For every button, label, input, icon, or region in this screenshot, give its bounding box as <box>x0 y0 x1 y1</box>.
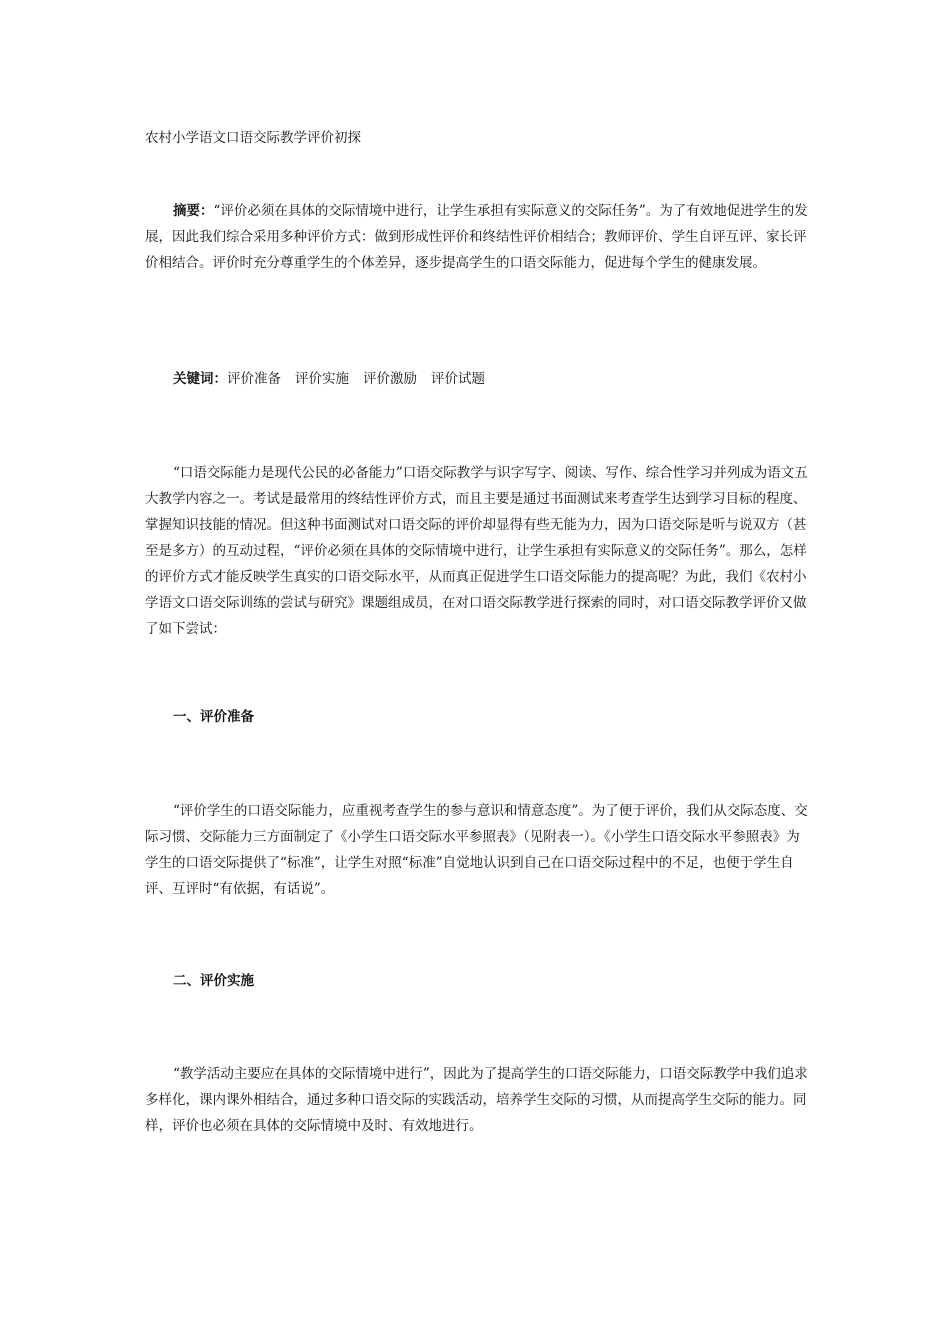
section-1-paragraph: “评价学生的口语交际能力，应重视考查学生的参与意识和情意态度”。为了便于评价，我们从交际态度、交际习惯、交际能力三方面制定了《小学生口语交际水平参照表》（见附表一）。《小学生口语交际水平参照表》为学生的口语交际提供了“标准”，让学生对照“标准”自觉地认识到自己在口语交际过程中的不足，也便于学生自评、互评时“有依据，有话说”。 <box>145 803 808 897</box>
keywords-label: 关键词： <box>173 371 227 387</box>
keyword-item: 评价实施 <box>295 371 349 387</box>
section-heading-2: 二、评价实施 <box>173 973 254 989</box>
keywords-line <box>145 366 810 392</box>
abstract-paragraph <box>145 198 810 276</box>
section-heading-1: 一、评价准备 <box>173 709 254 725</box>
keyword-item: 评价准备 <box>227 371 281 387</box>
abstract-label: 摘要： <box>173 203 214 219</box>
keyword-item: 评价试题 <box>431 371 485 387</box>
document-title: 农村小学语文口语交际教学评价初探 <box>145 130 361 146</box>
section-2-paragraph: “教学活动主要应在具体的交际情境中进行”，因此为了提高学生的口语交际能力，口语交际教学中我们追求多样化，课内课外相结合，通过多种口语交际的实践活动，培养学生交际的习惯，从而提高学生交际的能力。同样，评价也必须在具体的交际情境中及时、有效地进行。 <box>145 1066 808 1134</box>
keyword-item: 评价激励 <box>363 371 417 387</box>
abstract-text: “评价必须在具体的交际情境中进行，让学生承担有实际意义的交际任务”。为了有效地促进学生的发展，因此我们综合采用多种评价方式：做到形成性评价和终结性评价相结合；教师评价、学生自评互评、家长评价相结合。评价时充分尊重学生的个体差异，逐步提高学生的口语交际能力，促进每个学生的健康发展。 <box>145 203 808 271</box>
intro-paragraph: “口语交际能力是现代公民的必备能力”口语交际教学与识字写字、阅读、写作、综合性学习并列成为语文五大教学内容之一。考试是最常用的终结性评价方式，而且主要是通过书面测试来考查学生达到学习目标的程度、掌握知识技能的情况。但这种书面测试对口语交际的评价却显得有些无能为力，因为口语交际是听与说双方（甚至是多方）的互动过程，“评价必须在具体的交际情境中进行，让学生承担有实际意义的交际任务”。那么，怎样的评价方式才能反映学生真实的口语交际水平，从而真正促进学生口语交际能力的提高呢？为此，我们《农村小学语文口语交际训练的尝试与研究》课题组成员，在对口语交际教学进行探索的同时，对口语交际教学评价又做了如下尝试： <box>145 465 808 637</box>
